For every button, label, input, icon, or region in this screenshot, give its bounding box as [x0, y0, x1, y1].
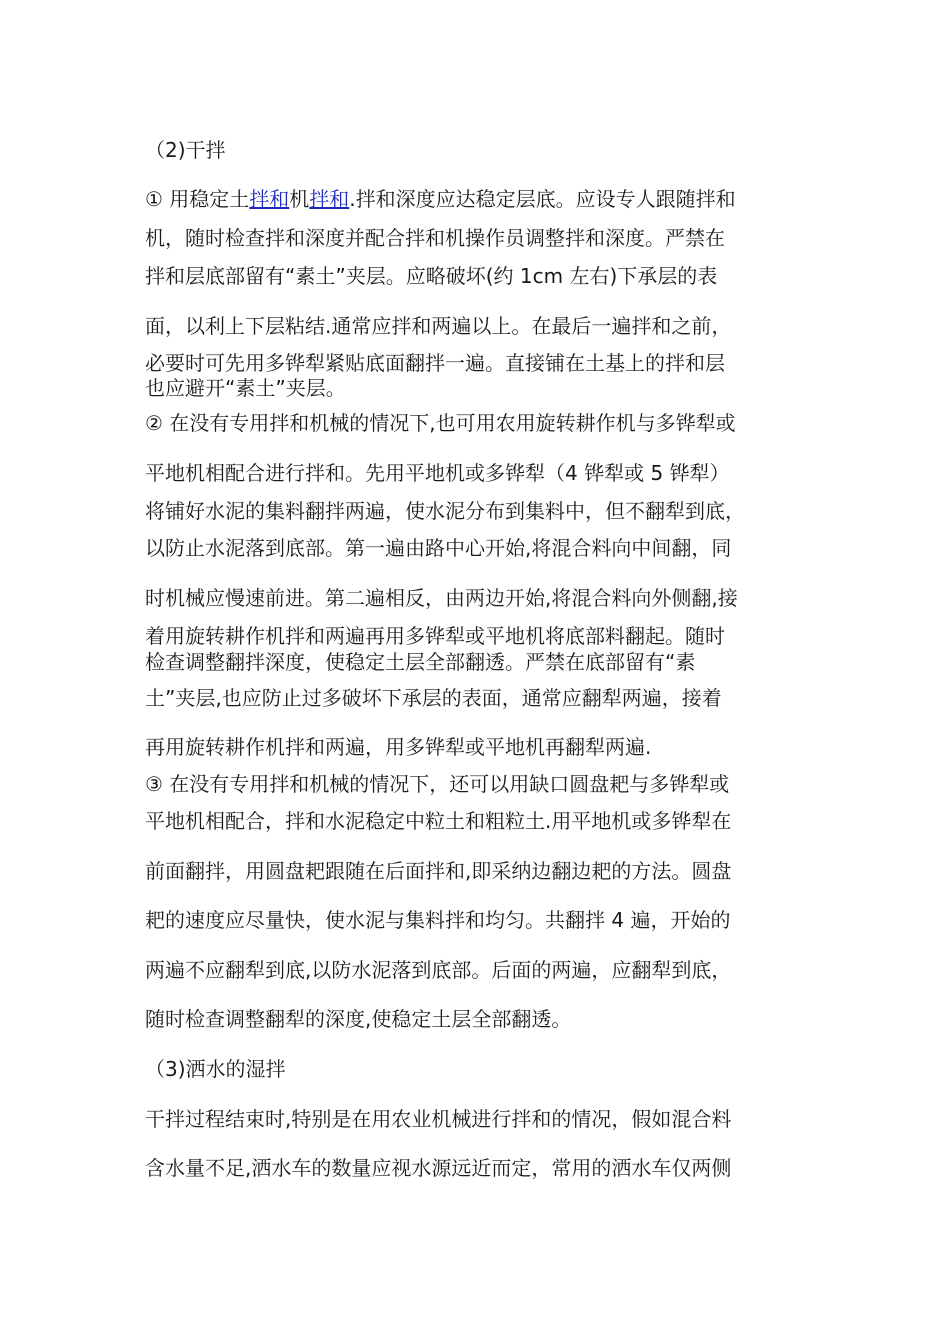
paragraph-2-line-9: 再用旋转耕作机拌和两遍，用多铧犁或平地机再翻犁两遍. — [145, 735, 652, 759]
paragraph-3-line-6: 随时检查调整翻犁的深度,使稳定土层全部翻透。 — [145, 1007, 572, 1031]
paragraph-2-line-8: 土”夹层,也应防止过多破坏下承层的表面，通常应翻犁两遍，接着 — [145, 686, 722, 710]
paragraph-2-line-3: 将铺好水泥的集料翻拌两遍，使水泥分布到集料中，但不翻犁到底， — [145, 499, 745, 523]
paragraph-2-line-5: 时机械应慢速前进。第二遍相反，由两边开始,将混合料向外侧翻,接 — [145, 586, 738, 610]
paragraph-3-line-2: 平地机相配合，拌和水泥稳定中粒土和粗粒土.用平地机或多铧犁在 — [145, 809, 732, 833]
text-segment: ① 用稳定土 — [145, 187, 250, 211]
paragraph-3-line-3: 前面翻拌，用圆盘耙跟随在后面拌和,即采纳边翻边耙的方法。圆盘 — [145, 859, 732, 883]
paragraph-1-line-5: 必要时可先用多铧犁紧贴底面翻拌一遍。直接铺在土基上的拌和层 — [145, 351, 725, 375]
paragraph-4-line-2: 含水量不足,洒水车的数量应视水源远近而定，常用的洒水车仅两侧 — [145, 1156, 732, 1180]
text-segment: 机 — [289, 187, 310, 211]
paragraph-2-line-2: 平地机相配合进行拌和。先用平地机或多铧犁（4 铧犁或 5 铧犁） — [145, 461, 730, 485]
mixing-link-2[interactable]: 拌和 — [309, 187, 350, 211]
paragraph-3-line-4: 耙的速度应尽量快，使水泥与集料拌和均匀。共翻拌 4 遍，开始的 — [145, 908, 731, 932]
paragraph-1-line-1 — [145, 186, 736, 212]
mixing-link-1[interactable]: 拌和 — [249, 187, 290, 211]
section-heading-dry-mix: （2)干拌 — [145, 138, 226, 162]
paragraph-2-line-4: 以防止水泥落到底部。第一遍由路中心开始,将混合料向中间翻，同 — [145, 536, 732, 560]
paragraph-2-line-1: ② 在没有专用拌和机械的情况下,也可用农用旋转耕作机与多铧犁或 — [145, 411, 736, 435]
section-heading-wet-mix: （3)洒水的湿拌 — [145, 1057, 286, 1081]
paragraph-1-line-6: 也应避开“素土”夹层。 — [145, 376, 346, 400]
paragraph-1-line-3: 拌和层底部留有“素土”夹层。应略破坏(约 1cm 左右)下承层的表 — [145, 264, 718, 288]
paragraph-1-line-2: 机，随时检查拌和深度并配合拌和机操作员调整拌和深度。严禁在 — [145, 226, 725, 250]
text-segment: .拌和深度应达稳定层底。应设专人跟随拌和 — [349, 187, 736, 211]
paragraph-3-line-5: 两遍不应翻犁到底,以防水泥落到底部。后面的两遍，应翻犁到底， — [145, 958, 732, 982]
paragraph-1-line-4: 面，以利上下层粘结.通常应拌和两遍以上。在最后一遍拌和之前， — [145, 314, 732, 338]
paragraph-2-line-7: 检查调整翻拌深度，使稳定土层全部翻透。严禁在底部留有“素 — [145, 650, 696, 674]
paragraph-4-line-1: 干拌过程结束时,特别是在用农业机械进行拌和的情况，假如混合料 — [145, 1107, 732, 1131]
paragraph-2-line-6: 着用旋转耕作机拌和两遍再用多铧犁或平地机将底部料翻起。随时 — [145, 624, 725, 648]
paragraph-3-line-1: ③ 在没有专用拌和机械的情况下，还可以用缺口圆盘耙与多铧犁或 — [145, 772, 730, 796]
